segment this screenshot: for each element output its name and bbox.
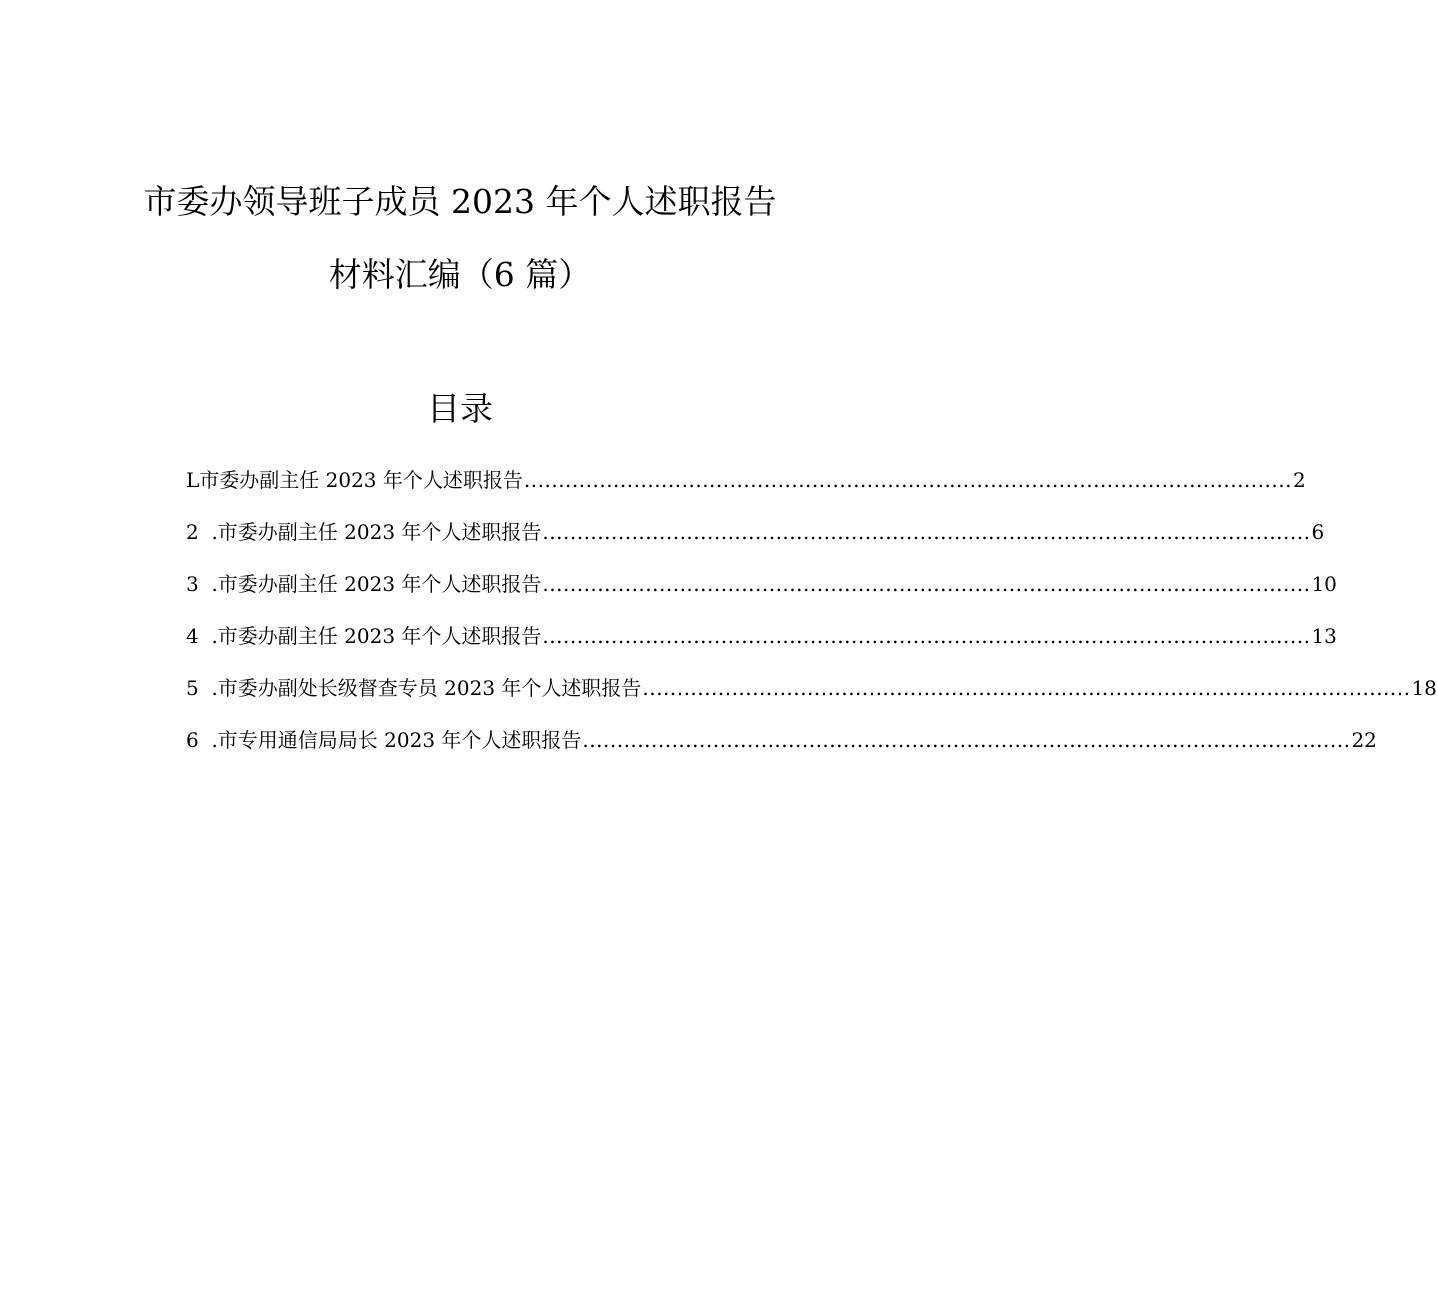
toc-entry-page: 2 bbox=[1292, 468, 1306, 492]
toc-entry-title: 市委办副主任 2023 年个人述职报告 bbox=[217, 520, 542, 544]
toc-entry-number: 3 . bbox=[186, 572, 218, 596]
toc-entry-page: 18 bbox=[1411, 676, 1437, 700]
toc-entry-1[interactable] bbox=[186, 465, 1306, 495]
toc-dot-leader: ................................................................................................................ bbox=[542, 624, 1311, 648]
toc-dot-leader: ................................................................................................................ bbox=[542, 572, 1311, 596]
toc-entry-number: 4 . bbox=[186, 624, 218, 648]
toc-entry-4[interactable] bbox=[186, 621, 1337, 651]
toc-entry-title: 市委办副主任 2023 年个人述职报告 bbox=[217, 572, 542, 596]
toc-entry-6[interactable] bbox=[186, 725, 1377, 755]
document-title-line-1: 市委办领导班子成员 2023 年个人述职报告 bbox=[143, 182, 777, 221]
toc-entry-page: 10 bbox=[1311, 572, 1337, 596]
toc-dot-leader: ................................................................................................................ bbox=[642, 676, 1411, 700]
toc-heading: 目录 bbox=[427, 389, 493, 428]
toc-entry-number: 5 . bbox=[186, 676, 218, 700]
document-title-line-2: 材料汇编（6 篇） bbox=[328, 255, 592, 294]
toc-dot-leader: ................................................................................................................ bbox=[582, 728, 1351, 752]
toc-entry-3[interactable] bbox=[186, 569, 1337, 599]
toc-entry-5[interactable] bbox=[186, 673, 1437, 703]
toc-entry-2[interactable] bbox=[186, 517, 1325, 547]
toc-entry-title: 市委办副处长级督查专员 2023 年个人述职报告 bbox=[217, 676, 642, 700]
toc-dot-leader: ................................................................................................................ bbox=[523, 468, 1292, 492]
toc-entry-title: 市委办副主任 2023 年个人述职报告 bbox=[217, 624, 542, 648]
toc-entry-page: 6 bbox=[1311, 520, 1325, 544]
toc-entry-number: L bbox=[186, 468, 200, 492]
toc-entry-page: 13 bbox=[1311, 624, 1337, 648]
toc-entry-page: 22 bbox=[1351, 728, 1377, 752]
toc-entry-title: 市委办副主任 2023 年个人述职报告 bbox=[199, 468, 523, 492]
toc-entry-number: 2 . bbox=[186, 520, 218, 544]
toc-entry-title: 市专用通信局局长 2023 年个人述职报告 bbox=[217, 728, 582, 752]
toc-dot-leader: ................................................................................................................ bbox=[542, 520, 1311, 544]
toc-entry-number: 6 . bbox=[186, 728, 218, 752]
